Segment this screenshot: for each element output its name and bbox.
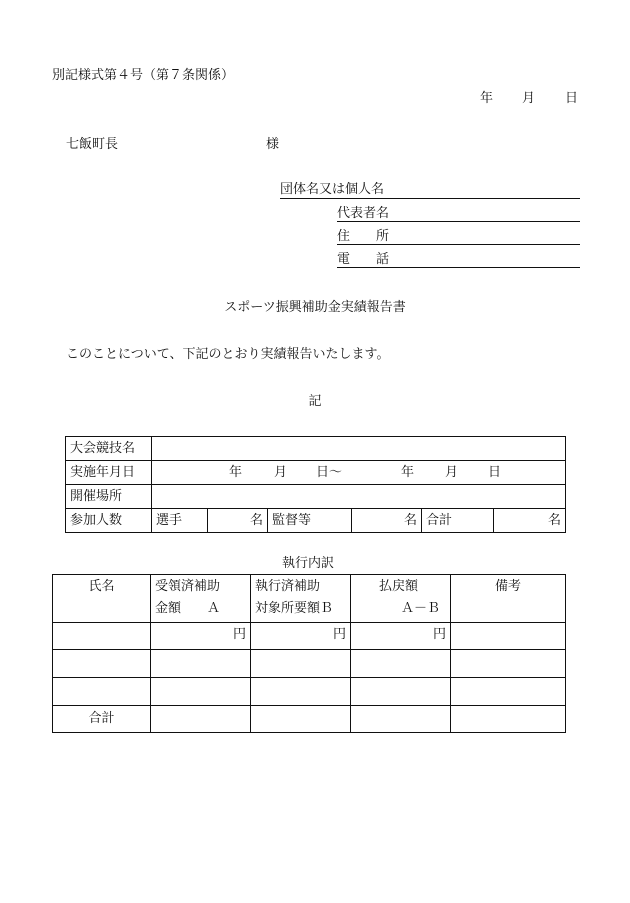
event-name-label: 大会競技名: [66, 437, 152, 461]
applicant-address-line: [337, 244, 580, 245]
col-received-header-line1: 受領済補助: [155, 579, 221, 594]
col-name-header: [53, 575, 151, 623]
col-name-header-text: 氏名: [88, 579, 115, 594]
row3-received-cell: [151, 678, 251, 706]
row3-remarks-cell: [451, 678, 566, 706]
col-received-header: [151, 575, 251, 623]
table-row: [53, 678, 566, 706]
applicant-org-line: [280, 198, 580, 199]
participants-total-label: 合計: [422, 509, 494, 533]
applicant-phone-line: [337, 267, 580, 268]
date-year-label: 年: [480, 91, 494, 106]
coaches-count-unit: 名: [352, 509, 422, 533]
col-refund-header-line2: Ａ－Ｂ: [401, 601, 441, 616]
breakdown-caption: 執行内訳: [282, 556, 335, 571]
total-refund-cell: [351, 706, 451, 733]
event-date-label: 実施年月日: [66, 461, 152, 485]
total-count-unit: 名: [494, 509, 566, 533]
breakdown-header-row: [53, 575, 566, 623]
players-count-unit: 名: [208, 509, 268, 533]
col-refund-header: [351, 575, 451, 623]
date-month-label: 月: [522, 91, 536, 106]
row1-remarks-cell: [451, 623, 566, 650]
row2-executed-cell: [251, 650, 351, 678]
coaches-label: 監督等: [268, 509, 352, 533]
row3-refund-cell: [351, 678, 451, 706]
row1-refund-yen: 円: [351, 623, 451, 650]
ki-label: 記: [308, 394, 322, 409]
total-received-cell: [151, 706, 251, 733]
form-number: 別記様式第４号（第７条関係）: [52, 68, 235, 83]
col-received-header-line2: 金額 Ａ: [155, 601, 221, 616]
applicant-address-label: 住 所: [337, 229, 390, 244]
row1-executed-yen: 円: [251, 623, 351, 650]
event-row-venue: [66, 485, 566, 509]
event-date-value: [152, 461, 566, 485]
applicant-rep-line: [337, 221, 580, 222]
date-to-month: 月: [445, 465, 459, 480]
row2-refund-cell: [351, 650, 451, 678]
participants-label: 参加人数: [66, 509, 152, 533]
applicant-phone-label: 電 話: [337, 252, 390, 267]
col-remarks-header: [451, 575, 566, 623]
date-from-year: 年: [229, 465, 243, 480]
date-day-label: 日: [565, 91, 579, 106]
applicant-org-label: 団体名又は個人名: [280, 182, 385, 197]
row1-received-yen: 円: [151, 623, 251, 650]
breakdown-table: [52, 574, 566, 733]
date-to-day: 日: [488, 465, 502, 480]
row2-name-cell: [53, 650, 151, 678]
row3-executed-cell: [251, 678, 351, 706]
breakdown-total-row: [53, 706, 566, 733]
col-executed-header-line2: 対象所要額Ｂ: [255, 601, 334, 616]
event-table: [65, 436, 566, 533]
event-name-value: [152, 437, 566, 461]
col-refund-header-line1: 払戻額: [379, 579, 419, 594]
applicant-rep-label: 代表者名: [337, 206, 390, 221]
col-executed-header: [251, 575, 351, 623]
date-from-day: 日～: [316, 465, 343, 480]
addressee-name: 七飯町長: [66, 137, 119, 152]
row2-received-cell: [151, 650, 251, 678]
row2-remarks-cell: [451, 650, 566, 678]
row3-name-cell: [53, 678, 151, 706]
total-remarks-cell: [451, 706, 566, 733]
players-label: 選手: [152, 509, 208, 533]
event-row-name: [66, 437, 566, 461]
col-executed-header-line1: 執行済補助: [255, 579, 321, 594]
event-venue-label: 開催場所: [66, 485, 152, 509]
addressee-honorific: 様: [266, 137, 280, 152]
date-from-month: 月: [274, 465, 288, 480]
document-title: スポーツ振興補助金実績報告書: [224, 300, 406, 315]
table-row: [53, 650, 566, 678]
col-remarks-header-text: 備考: [494, 579, 521, 594]
total-executed-cell: [251, 706, 351, 733]
date-to-year: 年: [401, 465, 415, 480]
total-label: 合計: [53, 706, 151, 733]
intro-text: このことについて、下記のとおり実績報告いたします。: [66, 347, 390, 362]
event-row-date: [66, 461, 566, 485]
event-venue-value: [152, 485, 566, 509]
table-row: [53, 623, 566, 650]
event-row-participants: [66, 509, 566, 533]
row1-name-cell: [53, 623, 151, 650]
